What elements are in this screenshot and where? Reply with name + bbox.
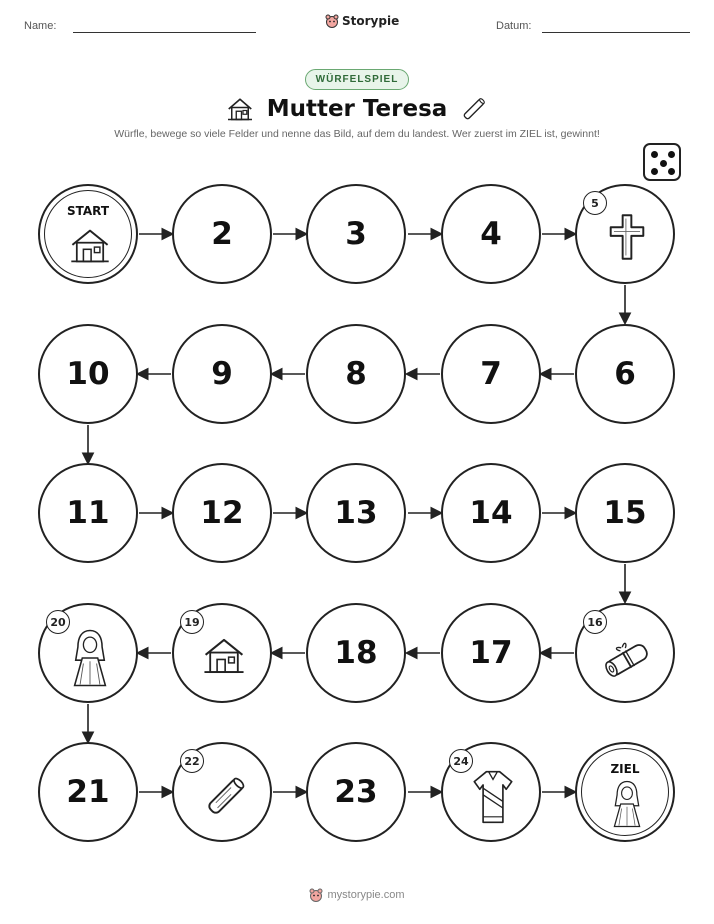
house-icon (67, 224, 113, 268)
field-22[interactable] (172, 742, 272, 842)
field-number: 10 (66, 356, 110, 392)
field-2[interactable] (172, 184, 272, 284)
field-4[interactable] (441, 184, 541, 284)
field-small-number: 5 (583, 191, 607, 215)
field-13[interactable] (306, 463, 406, 563)
field-14[interactable] (441, 463, 541, 563)
field-12[interactable] (172, 463, 272, 563)
goal-label: ZIEL (610, 762, 640, 776)
field-small-number: 20 (46, 610, 70, 634)
field-3[interactable] (306, 184, 406, 284)
cross-icon (605, 212, 649, 262)
brand-name: Storypie (342, 14, 400, 28)
field-number: 12 (200, 495, 244, 531)
house-icon (200, 633, 248, 679)
page-title: Mutter Teresa (266, 96, 448, 122)
field-10[interactable] (38, 324, 138, 424)
field-number: 6 (614, 356, 636, 392)
page-footer (0, 888, 714, 902)
field-20[interactable] (38, 603, 138, 703)
sari-robe-icon (471, 768, 515, 826)
field-19[interactable] (172, 603, 272, 703)
field-21[interactable] (38, 742, 138, 842)
field-goal[interactable] (575, 742, 675, 842)
scroll-icon (599, 635, 655, 685)
date-label: Datum: (496, 20, 532, 32)
field-17[interactable] (441, 603, 541, 703)
field-23[interactable] (306, 742, 406, 842)
field-11[interactable] (38, 463, 138, 563)
field-number: 7 (480, 356, 502, 392)
start-label: START (66, 204, 110, 218)
field-small-number: 22 (180, 749, 204, 773)
instructions: Würfle, bewege so viele Felder und nenne das Bild, auf dem du landest. Wer zuerst im ZIEL ist, gewinnt! (114, 128, 600, 140)
field-7[interactable] (441, 324, 541, 424)
footer-url[interactable]: mystorypie.com (327, 889, 405, 901)
storypie-mascot-icon (309, 888, 323, 902)
field-number: 4 (480, 216, 502, 252)
field-15[interactable] (575, 463, 675, 563)
field-number: 3 (345, 216, 367, 252)
field-number: 2 (211, 216, 233, 252)
field-number: 8 (345, 356, 367, 392)
field-number: 14 (469, 495, 513, 531)
field-number: 18 (334, 635, 378, 671)
field-24[interactable] (441, 742, 541, 842)
field-6[interactable] (575, 324, 675, 424)
field-number: 15 (603, 495, 647, 531)
field-small-number: 19 (180, 610, 204, 634)
field-number: 21 (66, 774, 110, 810)
field-number: 9 (211, 356, 233, 392)
field-18[interactable] (306, 603, 406, 703)
field-number: 11 (66, 495, 110, 531)
field-5[interactable] (575, 184, 675, 284)
field-small-number: 16 (583, 610, 607, 634)
nun-icon (609, 778, 645, 830)
nun-icon (68, 627, 112, 689)
field-16[interactable] (575, 603, 675, 703)
wood-log-icon (202, 772, 250, 820)
name-label: Name: (24, 20, 57, 32)
game-type-badge: WÜRFELSPIEL (305, 69, 410, 90)
field-small-number: 24 (449, 749, 473, 773)
field-8[interactable] (306, 324, 406, 424)
field-number: 17 (469, 635, 513, 671)
field-start[interactable] (38, 184, 138, 284)
field-number: 13 (334, 495, 378, 531)
field-number: 23 (334, 774, 378, 810)
field-9[interactable] (172, 324, 272, 424)
